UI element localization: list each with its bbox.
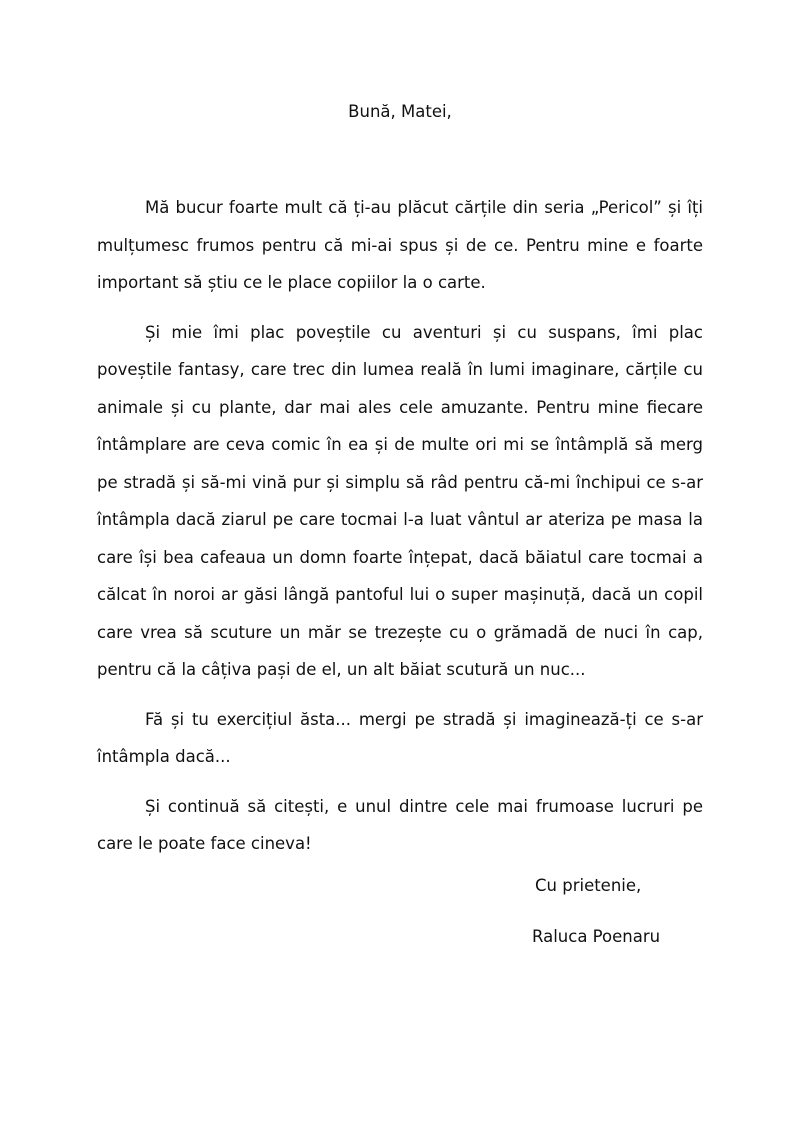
letter-page bbox=[97, 0, 703, 1131]
letter-greeting: Bună, Matei, bbox=[348, 102, 452, 121]
letter-paragraph-2: Și mie îmi plac poveștile cu aventuri și cu suspans, îmi plac poveștile fantasy, care trec din lumea reală în lumi imaginare, cărțile cu animale și cu plante, dar mai ales cele amuzante. Pentru mine fiecare întâmplare are ceva comic în ea și de multe ori mi se întâmplă să merg pe stradă și să-mi vină pur și simplu să râd pentru că-mi închipui ce s-ar întâmpla dacă ziarul pe care tocmai l-a luat vântul ar ateriza pe masa la care își bea cafeaua un domn foarte înțepat, dacă băiatul care tocmai a călcat în noroi ar găsi lângă pantoful lui o super mașinuță, dacă un copil care vrea să scuture un măr se trezește cu o grămadă de nuci în cap, pentru că la câțiva pași de el, un alt băiat scutură un nuc... bbox=[97, 322, 703, 679]
letter-body bbox=[97, 189, 703, 875]
letter-signature: Raluca Poenaru bbox=[532, 927, 661, 946]
letter-paragraph-1: Mă bucur foarte mult că ți-au plăcut cărțile din seria „Pericol” și îți mulțumesc frumos pentru că mi-ai spus și de ce. Pentru mine e foarte important să știu ce le place copiilor la o carte. bbox=[97, 198, 703, 292]
letter-closing: Cu prietenie, bbox=[535, 876, 642, 895]
letter-paragraph-3: Fă și tu exercițiul ăsta... mergi pe stradă și imaginează-ți ce s-ar întâmpla dacă... bbox=[97, 709, 703, 766]
letter-paragraph-4: Și continuă să citești, e unul dintre cele mai frumoase lucruri pe care le poate face cineva! bbox=[97, 796, 703, 853]
